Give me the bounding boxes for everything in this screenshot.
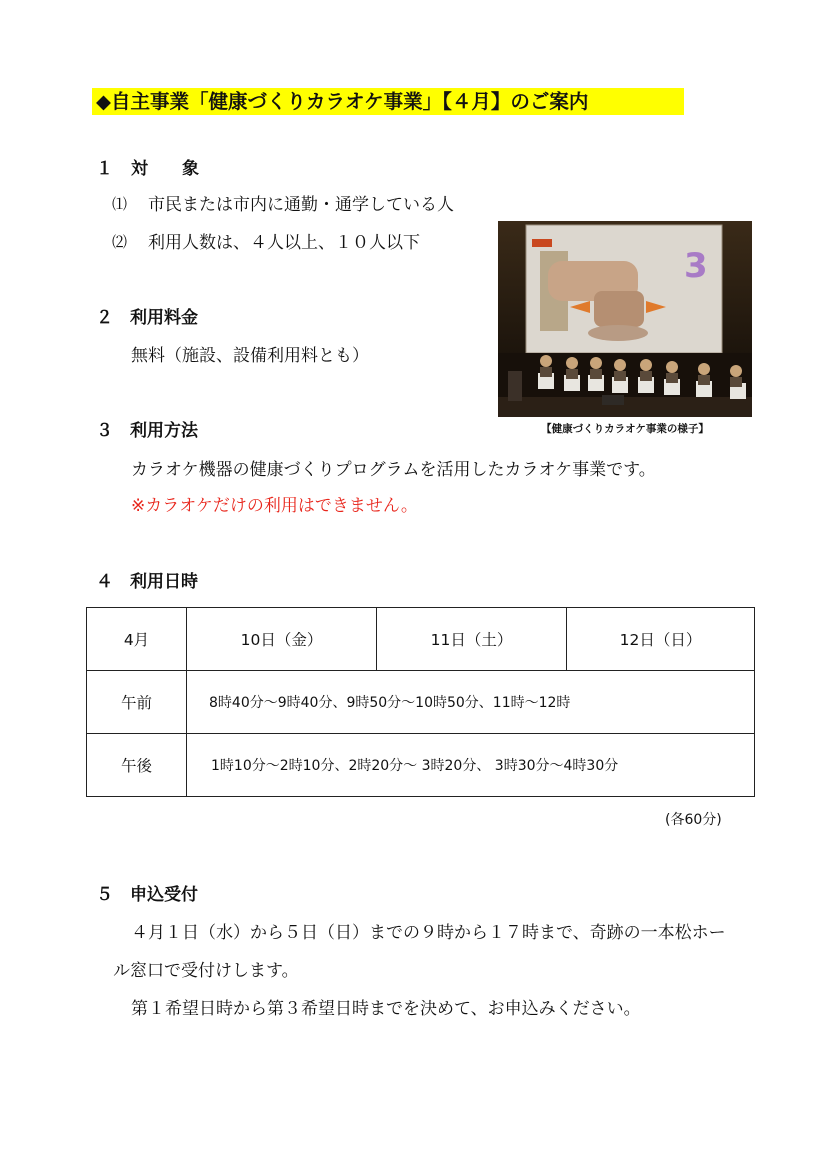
- duration-note: (各60分): [665, 812, 722, 828]
- section-2-heading: ２ 利用料金: [96, 308, 198, 328]
- date-cell: 11日（土）: [377, 608, 567, 671]
- photo-caption: 【健康づくりカラオケ事業の様子】: [541, 423, 709, 435]
- section-1-heading: 対 象: [131, 159, 199, 179]
- date-cell: 12日（日）: [567, 608, 755, 671]
- screen-step-number: 3: [684, 246, 708, 286]
- pm-times: 1時10分～2時10分、2時20分～ 3時20分、 3時30分～4時30分: [187, 734, 755, 797]
- stage-photo-illustration: [498, 221, 752, 417]
- usage-text: カラオケ機器の健康づくりプログラムを活用したカラオケ事業です。: [131, 460, 656, 480]
- pm-label: 午後: [87, 734, 187, 797]
- application-line-1: ４月１日（水）から５日（日）までの９時から１７時まで、奇跡の一本松ホー: [131, 923, 726, 943]
- karaoke-event-photo: [498, 221, 752, 417]
- am-times: 8時40分～9時40分、9時50分～10時50分、11時～12時: [187, 671, 755, 734]
- table-row: [87, 734, 755, 797]
- table-row: [87, 671, 755, 734]
- item-2-text: 利用人数は、４人以上、１０人以下: [148, 233, 420, 253]
- fee-text: 無料（施設、設備利用料とも）: [131, 346, 369, 366]
- section-3-heading: ３ 利用方法: [96, 421, 198, 441]
- date-cell: 10日（金）: [187, 608, 377, 671]
- month-cell: 4月: [87, 608, 187, 671]
- am-label: 午前: [87, 671, 187, 734]
- item-1-text: 市民または市内に通勤・通学している人: [148, 195, 454, 215]
- schedule-table: [86, 607, 755, 797]
- application-line-2: ル窓口で受付けします。: [113, 961, 299, 981]
- table-header-row: [87, 608, 755, 671]
- section-5-heading: ５ 申込受付: [96, 885, 198, 905]
- item-1-mark: ⑴: [112, 195, 128, 213]
- item-2-mark: ⑵: [112, 233, 128, 251]
- application-line-3: 第１希望日時から第３希望日時までを決めて、お申込みください。: [131, 999, 641, 1019]
- page-title: ◆自主事業「健康づくりカラオケ事業」【４月】のご案内: [92, 88, 684, 115]
- section-1-number: １: [96, 159, 113, 179]
- usage-note: ※カラオケだけの利用はできません。: [131, 496, 418, 516]
- section-4-heading: ４ 利用日時: [96, 572, 198, 592]
